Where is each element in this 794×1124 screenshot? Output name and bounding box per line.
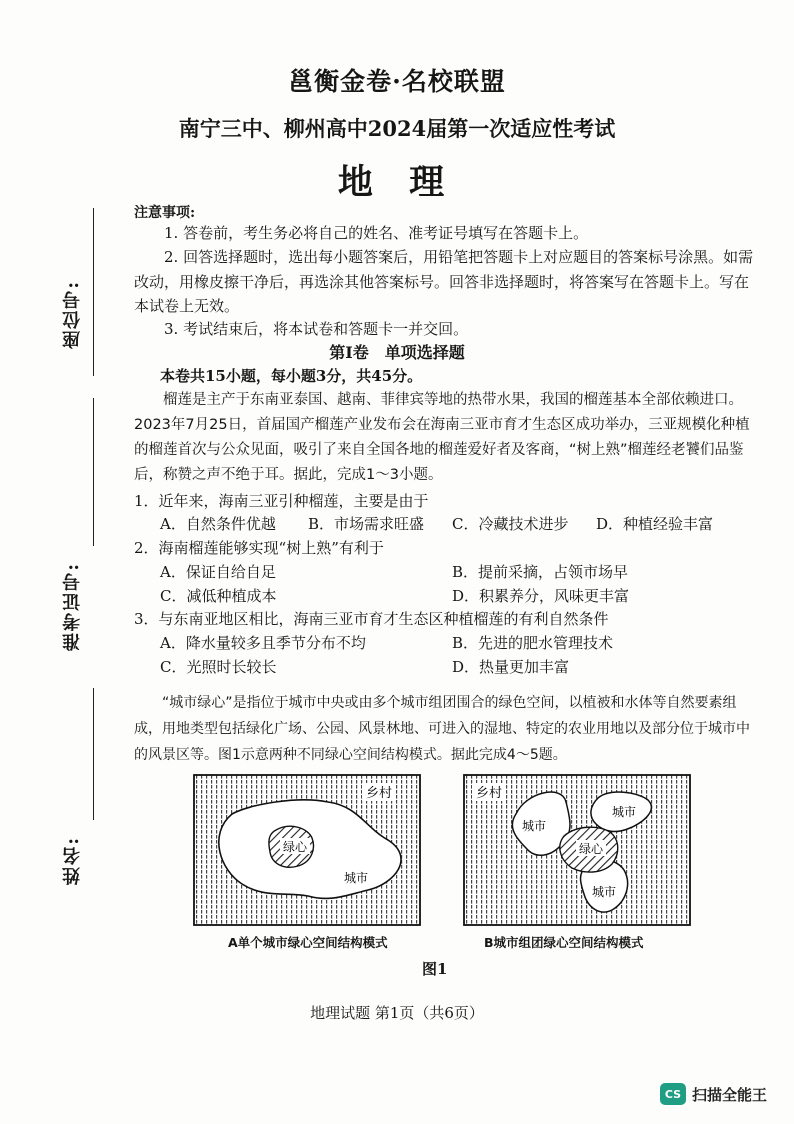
figure-caption-a: A单个城市绿心空间结构模式 [228,935,388,950]
q1-option-d: D．种植经验丰富 [596,515,714,533]
passage-durian: 榴莲是主产于东南亚泰国、越南、菲律宾等地的热带水果，我国的榴莲基本全部依赖进口。2023年7月25日，首届国产榴莲产业发布会在海南三亚市育才生态区成功举办，三亚规模化种植的榴莲首次与公众见面，吸引了来自全国各地的榴莲爱好者及客商，“树上熟”榴莲经老饕们品鉴后，称赞之声不绝于耳。据此，完成1～3小题。 [134,392,750,483]
panel-b-rural-label: 乡村 [475,786,503,801]
figure-caption-b: B城市组团绿心空间结构模式 [484,935,644,950]
q3-option-a: A．降水量较多且季节分布不均 [160,634,366,652]
panel-a-rural-label: 乡村 [365,786,393,801]
scanner-watermark [660,1083,767,1105]
q1-option-a: A．自然条件优越 [160,515,276,533]
exam-number-line [93,398,94,546]
exam-series-title: 邕衡金卷·名校联盟 [288,67,506,96]
notice-heading: 注意事项: [134,205,196,221]
exam-title: 南宁三中、柳州高中2024届第一次适应性考试 [178,116,616,141]
figure-number: 图1 [422,960,448,978]
q1-option-b: B．市场需求旺盛 [308,515,425,533]
panel-b-green-core-label: 绿心 [578,842,604,856]
question-3-stem: 3．与东南亚地区相比，海南三亚市育才生态区种植榴莲的有利自然条件 [134,610,609,628]
passage-green-core: “城市绿心”是指位于城市中央或由多个城市组团围合的绿色空间，以植被和水体等自然要素组成，用地类型包括绿化广场、公园、风景林地、可进入的湿地、特定的农业用地以及部分位于城市中的风景区等。图1示意两种不同绿心空间结构模式。据此完成4～5题。 [134,695,750,763]
q2-option-b: B．提前采摘，占领市场早 [452,563,629,581]
exam-number-label: 准考证号: [62,562,83,651]
q2-option-a: A．保证自给自足 [160,563,276,581]
panel-b-city-label-s: 城市 [591,885,617,899]
figure-1-diagram [180,770,720,960]
q1-option-c: C．冷藏技术进步 [452,515,569,533]
notice-item-2: 2. 回答选择题时，选出每小题答案后，用铅笔把答题卡上对应题目的答案标号涂黑。如需改动，用橡皮擦干净后，再选涂其他答案标号。回答非选择题时，将答案写在答题卡上。写在本试卷上无效。 [134,248,754,315]
name-line [93,688,94,820]
subject-title: 地 理 [337,162,457,203]
page-footer: 地理试题 第1页（共6页） [310,1004,484,1022]
section-title: 第Ⅰ卷 单项选择题 [329,343,465,362]
panel-b-city-label-nw: 城市 [521,819,547,833]
camscanner-brand-text: 扫描全能王 [692,1085,768,1104]
seat-number-label: 座位号: [62,280,83,349]
panel-a-city-label: 城市 [343,871,369,885]
panel-b-city-label-ne: 城市 [611,805,637,819]
q2-option-c: C．减低种植成本 [160,587,277,605]
panel-a-green-core-label: 绿心 [282,840,308,854]
camscanner-logo-icon: CS [660,1083,686,1105]
name-label: 姓名: [62,836,83,885]
notice-item-3: 3. 考试结束后，将本试卷和答题卡一并交回。 [164,320,469,338]
question-1-stem: 1．近年来，海南三亚引种榴莲，主要是由于 [134,492,429,510]
panel-b-city-cluster [464,775,690,925]
q2-option-d: D．积累养分，风味更丰富 [452,587,630,605]
panel-a-single-city [194,775,420,925]
q3-option-b: B．先进的肥水管理技术 [452,634,614,652]
section-subtitle: 本卷共15小题，每小题3分，共45分。 [160,367,423,385]
question-2-stem: 2．海南榴莲能够实现“树上熟”有利于 [134,539,384,557]
q3-option-c: C．光照时长较长 [160,658,277,676]
q3-option-d: D．热量更加丰富 [452,658,570,676]
notice-item-1: 1. 答卷前，考生务必将自己的姓名、准考证号填写在答题卡上。 [164,224,589,242]
